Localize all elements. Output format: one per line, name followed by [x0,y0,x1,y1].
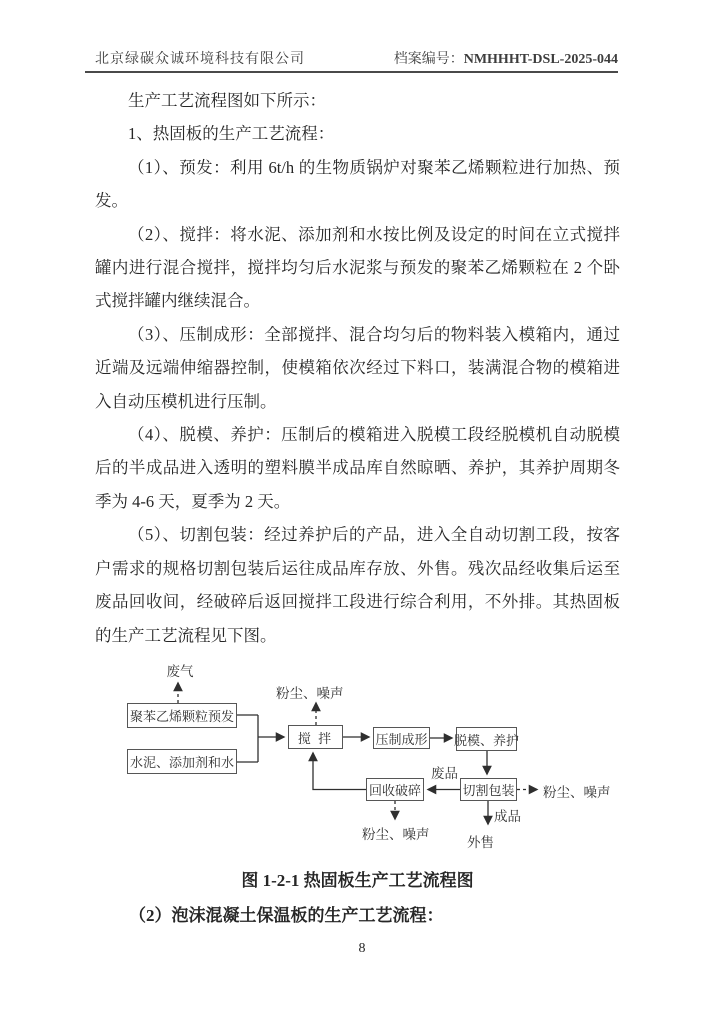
label-product: 成品 [494,809,521,824]
process-flow-diagram [0,655,724,860]
header-doc-number [394,48,618,68]
paragraph-step-5: （5）、切割包装：经过养护后的产品，进入全自动切割工段，按客户需求的规格切割包装后运往成品库存放、外售。残次品经收集后运至废品回收间，经破碎后返回搅拌工段进行综合利用，不外排。其热固板的生产工艺流程见下图。 [95,525,620,645]
label-waste-gas: 废气 [166,664,194,679]
paragraph-step-3: （3）、压制成形：全部搅拌、混合均匀后的物料装入模箱内，通过近端及远端伸缩器控制，使模箱依次经过下料口，装满混合物的模箱进入自动压模机进行压制。 [95,324,620,411]
flow-box-cutting: 切割包装 [460,778,517,801]
flow-box-pressing: 压制成形 [373,727,430,749]
paragraph-intro: 生产工艺流程图如下所示： [128,91,326,110]
paragraph-step-4: （4）、脱模、养护：压制后的模箱进入脱模工段经脱模机自动脱模后的半成品进入透明的塑料膜半成品库自然晾晒、养护，其养护周期冬季为 4-6 天，夏季为 2 天。 [95,425,620,511]
flow-box-mixing: 搅 拌 [288,725,343,749]
flow-box-recycling: 回收破碎 [366,778,424,801]
label-dust-noise-mixing: 粉尘、噪声 [276,686,344,701]
body-text [95,84,620,652]
doc-number-value: NMHHHT-DSL-2025-044 [463,52,618,67]
doc-number-label: 档案编号： [393,52,464,67]
paragraph-step-2: （2）、搅拌：将水泥、添加剂和水按比例及设定的时间在立式搅拌罐内进行混合搅拌，搅拌均匀后水泥浆与预发的聚苯乙烯颗粒在 2 个卧式搅拌罐内继续混合。 [95,224,620,311]
paragraph-step-1: （1）、预发：利用 6t/h 的生物质锅炉对聚苯乙烯颗粒进行加热、预发。 [95,157,620,211]
label-scrap: 废品 [431,766,458,781]
flow-box-demolding: 脱模、养护 [456,727,517,751]
flow-box-pre-expansion: 聚苯乙烯颗粒预发 [127,703,237,728]
page-number: 8 [358,941,366,956]
flow-box-materials: 水泥、添加剂和水 [127,749,237,774]
header-rule [85,71,618,73]
header-company-name: 北京绿碳众诚环境科技有限公司 [95,52,305,67]
next-section-heading: （2）泡沫混凝土保温板的生产工艺流程： [129,906,444,925]
figure-caption: 图 1-2-1 热固板生产工艺流程图 [241,871,474,890]
label-dust-noise-cutting: 粉尘、噪声 [543,785,611,800]
label-dust-noise-recycling: 粉尘、噪声 [362,827,430,842]
paragraph-heading-1: 1、热固板的生产工艺流程： [128,124,335,144]
label-sale: 外售 [467,835,494,850]
